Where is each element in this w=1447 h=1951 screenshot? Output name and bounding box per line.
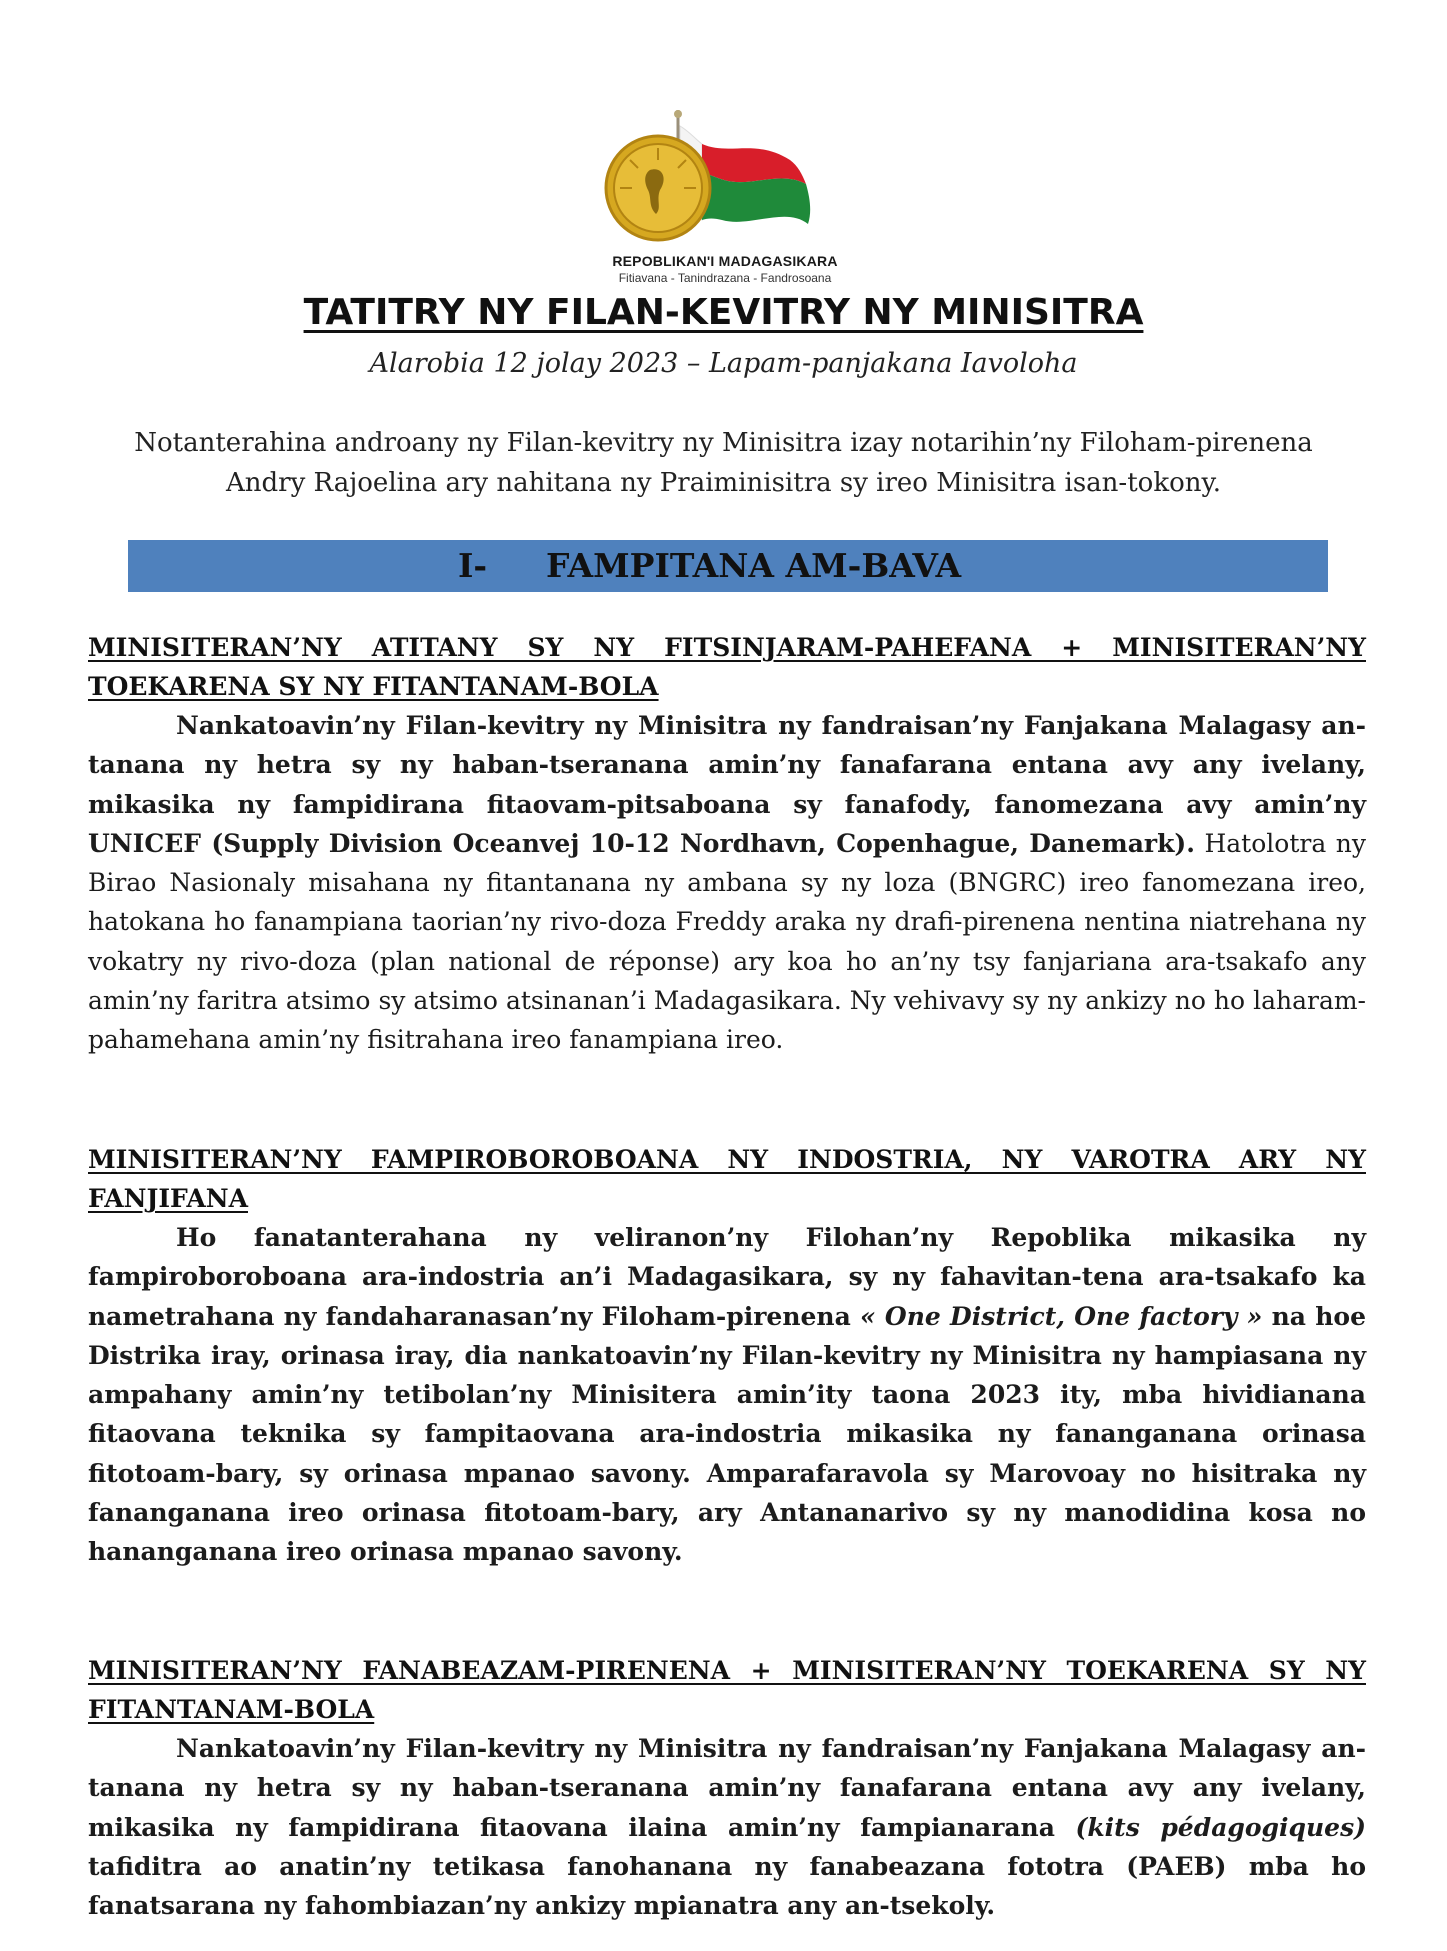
- item-body-italic: (kits pédagogiques): [1075, 1812, 1366, 1842]
- item-heading-interior: MINISITERAN’NY ATITANY SY NY FITSINJARAM-PAHEFANA + MINISITERAN’NY TOEKARENA SY NY FITANTANAM-BOLA: [88, 633, 1366, 701]
- section-banner: [128, 540, 1328, 592]
- document-subtitle: Alarobia 12 jolay 2023 – Lapam-panjakana Iavoloha: [369, 348, 1078, 379]
- emblem-motto: Fitiavana - Tanindrazana - Fandrosoana: [618, 271, 832, 285]
- emblem-seal-icon: [590, 108, 860, 253]
- item-body-text-b: tafiditra ao anatin’ny tetikasa fanohanana ny fanabeazana fototra (PAEB) mba ho fanatsarana ny fahombiazan’ny ankizy mpianatra any an-tsekoly.: [88, 1851, 1366, 1921]
- item-body-bold: Nankatoavin’ny Filan-kevitry ny Minisitra ny fandraisan’ny Fanjakana Malagasy an-tanana ny hetra sy ny haban-tseranana amin’ny fanafarana entana avy any ivelany, mikasika ny fampidirana fitaovam-pitsaboana sy fanafody, fanomezana avy amin’ny UNICEF (Supply Division Oceanvej 10-12 Nordhavn, Copenhague, Danemark).: [88, 711, 1366, 858]
- republic-emblem: [590, 108, 860, 283]
- item-heading-industry: MINISITERAN’NY FAMPIROBOROBOANA NY INDOSTRIA, NY VAROTRA ARY NY FANJIFANA: [88, 1145, 1366, 1213]
- item-body-italic: « One District, One factory »: [860, 1301, 1263, 1331]
- document-title: TATITRY NY FILAN-KEVITRY NY MINISITRA: [303, 292, 1144, 333]
- item-heading-education: MINISITERAN’NY FANABEAZAM-PIRENENA + MINISITERAN’NY TOEKARENA SY NY FITANTANAM-BOLA: [88, 1656, 1366, 1724]
- section-title: FAMPITANA AM-BAVA: [546, 546, 962, 585]
- item-body-text-b: na hoe Distrika iray, orinasa iray, dia nankatoavin’ny Filan-kevitry ny Minisitra ny hampiasana ny ampahany amin’ny tetibolan’ny Minisitera amin’ity taona 2023 ity, mba hividianana fitaovana teknika sy fampitaovana ara-indostria mikasika ny fananganana orinasa fitotoam-bary, sy orinasa mpanao savony. Amparafaravola sy Marovoay no hisitraka ny fananganana ireo orinasa fitotoam-bary, ary Antananarivo sy ny manodidina kosa no hananganana ireo orinasa mpanao savony.: [88, 1301, 1366, 1567]
- item-body-text-a: Ho fanatanterahana ny veliranon’ny Filohan’ny Repoblika mikasika ny fampiroboroboana ara-indostria an’i Madagasikara, sy ny fahavitan-tena ara-tsakafo ka nametrahana ny fandaharanasan’ny Filoham-pirenena: [88, 1223, 1366, 1331]
- item-body-industry: [88, 1218, 1366, 1572]
- item-body-text-a: Nankatoavin’ny Filan-kevitry ny Minisitra ny fandraisan’ny Fanjakana Malagasy an-tanana ny hetra sy ny haban-tseranana amin’ny fanafarana entana avy any ivelany, mikasika ny fampidirana fitaovana ilaina amin’ny fampianarana: [88, 1734, 1366, 1842]
- item-body-education: [88, 1729, 1366, 1925]
- item-body-interior: [88, 706, 1366, 1060]
- emblem-title: REPOBLIKAN'I MADAGASIKARA: [612, 253, 838, 269]
- intro-paragraph: Notanterahina androany ny Filan-kevitry ny Minisitra izay notarihin’ny Filoham-pirenena Andry Rajoelina ary nahitana ny Praiminisitra sy ireo Minisitra isan-tokony.: [134, 428, 1313, 498]
- item-body-text: Hatolotra ny Birao Nasionaly misahana ny fitantanana ny ambana sy ny loza (BNGRC) ireo fanomezana ireo, hatokana ho fanampiana taorian’ny rivo-doza Freddy araka ny drafi-pirenena nentina niatrehana ny vokatry ny rivo-doza (plan national de réponse) ary koa ho an’ny tsy fanjariana ara-tsakafo any amin’ny faritra atsimo sy atsimo atsinanan’i Madagasikara. Ny vehivavy sy ny ankizy no ho laharam-pahamehana amin’ny fisitrahana ireo fanampiana ireo.: [88, 828, 1366, 1055]
- section-number: I-: [458, 546, 488, 585]
